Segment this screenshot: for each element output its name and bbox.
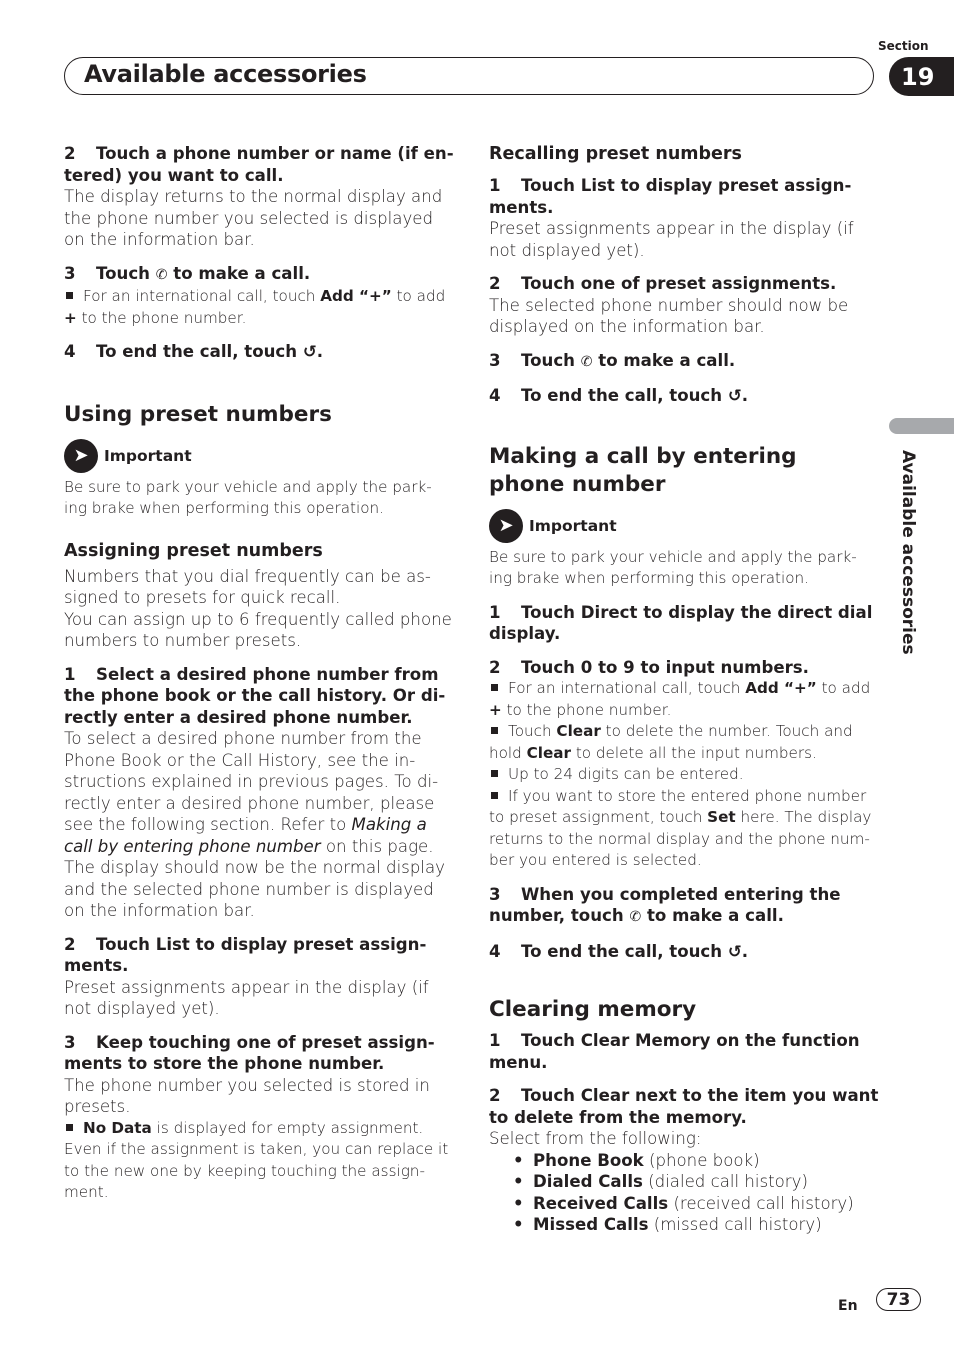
clear-step-1-title: 1 Touch Clear Memory on the function menu. [489,1031,860,1072]
assign-step-3-body: The phone number you selected is stored in presets. [64,1075,430,1116]
heading-using-preset: Using preset numbers [64,401,332,427]
list-item: • Missed Calls (missed call history) [513,1214,879,1236]
list-item: • Dialed Calls (dialed call history) [513,1171,879,1193]
step-3-title: 3 Touch ✆ to make a call. [64,263,454,287]
section-label: Section [878,39,929,53]
note-4: If you want to store the entered phone number to preset assignment, touch Set here. The display returns to the normal display and the phone num-ber you entered is selected. [489,786,872,869]
heading-recalling: Recalling preset numbers [489,144,742,164]
note-1: For an international call, touch Add “+” to add + to the phone number. [489,679,871,719]
important-note: ➤ Important [489,509,879,543]
make-step-2-title: 2 Touch 0 to 9 to input numbers. [489,657,809,677]
side-tab-label: Available accessories [898,450,918,655]
assign-step-2-title: 2 Touch List to display preset assign-ments. [64,934,427,975]
heading-clearing-memory: Clearing memory [489,997,697,1022]
clear-options-list [489,1150,879,1236]
make-step-4-title: 4 To end the call, touch ↺. [489,941,749,961]
note-3: Up to 24 digits can be entered. [489,764,879,786]
pin-icon: ➤ [64,439,98,473]
make-step-3-title: 3 When you completed entering the number, touch ✆ to make a call. [489,884,879,929]
make-step-1-title: 1 Touch Direct to display the direct dial display. [489,602,873,643]
step-2-title: 2 Touch a phone number or name (if en-tered) you want to call. [64,144,454,185]
hang-up-icon: ↺ [302,342,317,361]
step-4-title: 4 To end the call, touch ↺. [64,342,324,361]
page-title: Available accessories [84,60,367,88]
recall-step-2-title: 2 Touch one of preset assignments. [489,274,837,293]
recall-step-1-title: 1 Touch List to display preset assign-ments. [489,176,852,217]
assign-step-1-title: 1 Select a desired phone number from the phone book or the call history. Or di-rectly enter a desired phone number. [64,664,446,727]
important-note: ➤ Important [64,439,454,473]
hang-up-icon: ↺ [727,941,742,961]
assign-step-1-body: To select a desired phone number from the Phone Book or the Call History, see the in-structions explained in previous pages. To di-rectly enter a desired phone number, please see the following section. Refer to Making a call by entering phone number on this page. [64,729,439,856]
important-text: Be sure to park your vehicle and apply the park-ing brake when performing this operation. [489,547,857,587]
phone-icon: ✆ [580,353,593,370]
step-2-body: The display returns to the normal display and the phone number you selected is displayed on the information bar. [64,187,443,249]
phone-icon: ✆ [629,909,642,925]
pin-icon: ➤ [489,509,523,543]
assign-step-3-title: 3 Keep touching one of preset assign-ments to store the phone number. [64,1032,435,1073]
assign-p1: Numbers that you dial frequently can be as-signed to presets for quick recall. [64,566,431,607]
heading-making-call: Making a call by entering phone number [489,443,797,497]
clear-step-2-body: Select from the following: [489,1129,702,1148]
no-data-note: No Data is displayed for empty assignment. Even if the assignment is taken, you can replace it to the new one by keeping touching the assign-ment. [64,1118,449,1201]
language-label: En [838,1298,858,1314]
assign-step-2-body: Preset assignments appear in the display (if not displayed yet). [64,977,429,1018]
note-international: For an international call, touch Add “+” to add + to the phone number. [64,287,446,327]
right-column [489,143,879,1236]
list-item: • Received Calls (received call history) [513,1193,879,1215]
recall-step-1-body: Preset assignments appear in the display (if not displayed yet). [489,219,854,260]
phone-icon: ✆ [155,266,168,283]
section-number: 19 [889,57,954,96]
assign-step-1-body2: The display should now be the normal display and the selected phone number is displayed on the information bar. [64,858,445,920]
side-tab-marker [889,418,954,434]
hang-up-icon: ↺ [727,386,742,405]
heading-assigning: Assigning preset numbers [64,540,323,561]
clear-step-2-title: 2 Touch Clear next to the item you want to delete from the memory. [489,1086,879,1127]
recall-step-4-title: 4 To end the call, touch ↺. [489,386,749,405]
page-number: 73 [876,1288,921,1311]
recall-step-3-title: 3 Touch ✆ to make a call. [489,350,879,374]
important-text: Be sure to park your vehicle and apply the park-ing brake when performing this operation. [64,477,432,517]
assign-p2: You can assign up to 6 frequently called phone numbers to number presets. [64,609,452,650]
recall-step-2-body: The selected phone number should now be displayed on the information bar. [489,295,849,336]
note-2: Touch Clear to delete the number. Touch and hold Clear to delete all the input numbers. [489,722,853,762]
list-item: • Phone Book (phone book) [513,1150,879,1172]
left-column [64,143,454,1204]
